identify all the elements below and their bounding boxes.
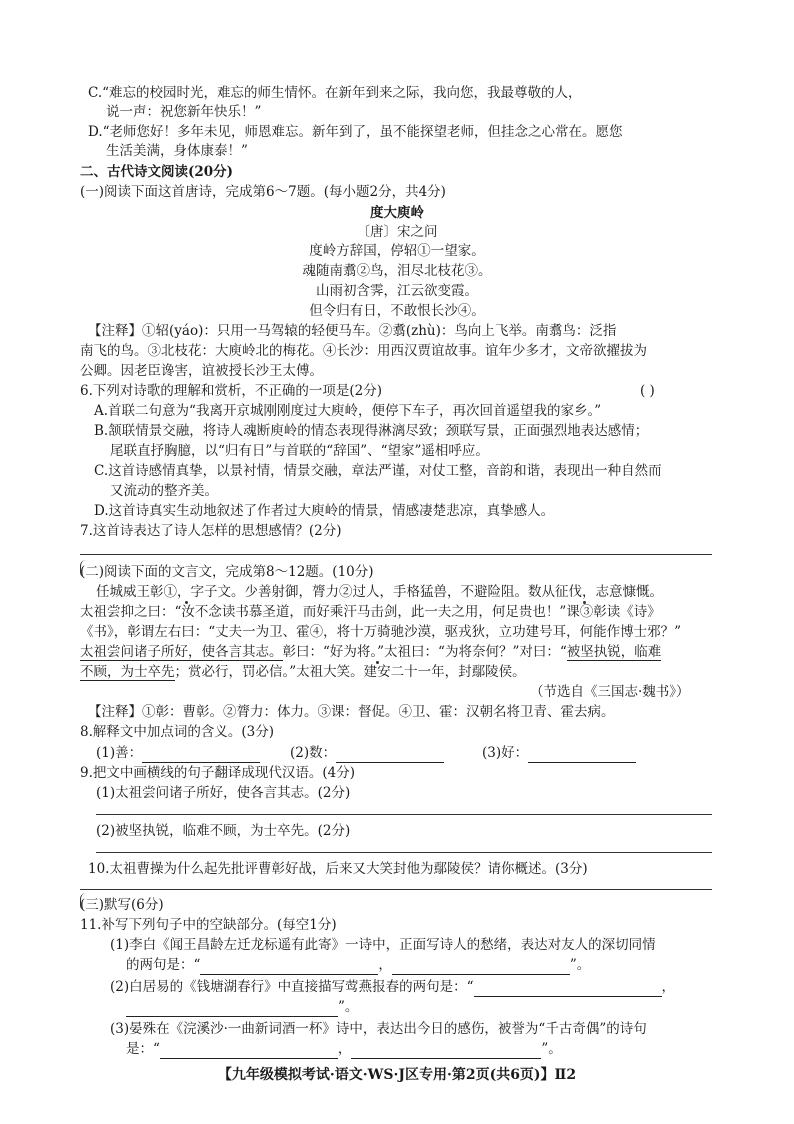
- q11-comma: ，: [661, 979, 676, 995]
- q8-stem: 8.解释文中加点词的含义。(3分): [80, 724, 275, 740]
- passage-text: ；赏必行，罚必信。”太祖大笑。建安二十一年，封鄢陵侯。: [174, 664, 526, 680]
- q11-blank-3[interactable]: [474, 981, 662, 997]
- passage-note: 【注释】①彰：曹彰。②膂力：体力。③课：督促。④卫、霍：汉朝名将卫青、霍去病。: [88, 704, 615, 720]
- q5-option-c-line2: 说一声：祝您新年快乐！”: [106, 104, 262, 120]
- q11-blank-5[interactable]: [160, 1043, 338, 1059]
- underlined-sentence-2b: 不顾，为士卒先: [80, 664, 175, 680]
- q6-option-c-line2: 又流动的整齐美。: [110, 483, 218, 499]
- q10-answer-line[interactable]: [80, 889, 712, 890]
- q8-blank-2[interactable]: [336, 747, 444, 763]
- poem-line: 山雨初含霁，江云欲变霞。: [316, 283, 478, 299]
- section-bracket-mark: [80, 560, 87, 578]
- q7-answer-line[interactable]: [80, 554, 712, 555]
- passage-line1: 任城威王彰①，字子文。少善射御，膂力②过人，手格猛兽，不避险阻。数从征伐，志意慷慨。: [96, 584, 663, 600]
- q11-end-quote: ”。: [338, 999, 359, 1015]
- q11-item-2-prompt: (2)白居易的《钱塘湖春行》中直接描写莺燕报春的两句是：“: [110, 979, 474, 995]
- q8-item-1: [96, 744, 260, 763]
- q9-stem: 9.把文中画横线的句子翻译成现代汉语。(4分): [80, 765, 356, 781]
- q9-sentence-1: (1)太祖尝问诸子所好，使各言其志。(2分): [96, 785, 351, 801]
- passage-line2: 太祖尝抑之曰：“汝不念读书慕圣道，而好乘汗马击剑，此一夫之用，何足贵也！”课③彰读《诗》: [80, 604, 661, 620]
- passage-line3: 《书》，彰谓左右曰：“丈夫一为卫、霍④，将十万骑驰沙漠，驱戎狄，立功建号耳，何能作博士邪？”: [80, 624, 682, 640]
- q9-answer-line-2[interactable]: [96, 852, 712, 853]
- q11-item-2-line2: [126, 998, 358, 1017]
- q6-option-a: A.首联二句意为“我离开京城刚刚度过大庾岭，便停下车子，再次回首遥望我的家乡。”: [94, 403, 602, 419]
- q6-option-d: D.这首诗真实生动地叙述了作者过大庾岭的情景，情感凄楚悲凉，真挚感人。: [94, 503, 555, 519]
- q10-stem: 10.太祖曹操为什么起先批评曹彰好战，后来又大笑封他为鄢陵侯？请你概述。(3分): [88, 861, 588, 877]
- q11-item-3-line1: (3)晏殊在《浣溪沙·一曲新词酒一杯》诗中，表达出今日的感伤，被誉为“千古奇偶”的诗句: [110, 1021, 647, 1037]
- poem-note-line3: 公卿。因老臣谗害，谊被授长沙王太傅。: [80, 363, 323, 379]
- poem-title: 度大庾岭: [370, 205, 424, 221]
- q11-blank-6[interactable]: [351, 1043, 541, 1059]
- q11-comma: ，: [378, 957, 392, 973]
- q5-option-d-line2: 生活美满，身体康泰！”: [106, 143, 248, 159]
- q8-item-2: [290, 744, 444, 763]
- q11-comma: ，: [337, 1041, 352, 1057]
- q11-item-1-line1: (1)李白《闻王昌龄左迁龙标遥有此寄》一诗中，正面写诗人的愁绪，表达对友人的深切同情: [110, 937, 656, 953]
- poem-line: 魂随南翥②鸟，泪尽北枝花③。: [302, 263, 492, 279]
- poem-author: 〔唐〕宋之问: [356, 224, 438, 240]
- q8-item-1-label: (1)善：: [96, 745, 143, 761]
- passage-line5: [80, 663, 526, 682]
- q11-blank-1[interactable]: [200, 959, 378, 975]
- emphasis-dot: [376, 661, 379, 664]
- q11-item-3-prompt: 是：“: [126, 1041, 160, 1057]
- q11-end-quote: ”。: [541, 1041, 562, 1057]
- q5-option-d-line1: D.“老师您好！多年未见，师恩难忘。新年到了，虽不能探望老师，但挂念之心常在。愿您: [88, 124, 623, 140]
- q11-item-2-line1: [110, 978, 675, 997]
- q8-item-2-label: (2)数：: [290, 745, 337, 761]
- q11-item-1-line2: [126, 956, 590, 975]
- q6-option-b-line2: 尾联直抒胸臆，以“归有日”与首联的“辞国”、“望家”遥相呼应。: [110, 443, 489, 459]
- q8-blank-1[interactable]: [142, 747, 260, 763]
- q6-option-c-line1: C.这首诗感情真挚，以景衬情，情景交融，章法严谨，对仗工整，音韵和谐，表现出一种自然而: [94, 463, 662, 479]
- q6-answer-paren[interactable]: ( ): [640, 383, 655, 399]
- q9-answer-line-1[interactable]: [96, 814, 712, 815]
- poem-note-line2: 南飞的鸟。③北枝花：大庾岭北的梅花。④长沙：用西汉贾谊故事。谊年少多才，文帝欲擢拔为: [80, 343, 647, 359]
- q11-blank-2[interactable]: [392, 959, 570, 975]
- poem-note-line1: 【注释】①轺(yáo)：只用一马驾辕的轻便马车。②翥(zhù)：鸟向上飞举。南翥鸟：泛指: [88, 323, 617, 339]
- emphasis-dot: [185, 601, 188, 604]
- q11-stem: 11.补写下列句子中的空缺部分。(每空1分): [80, 917, 337, 933]
- passage-text: 彰曰：“好为将。”太祖曰：“为将奈何？”对曰：“: [282, 644, 567, 660]
- passage-source: （节选自《三国志·魏书》）: [530, 684, 690, 700]
- poem-line: 但令归有日，不敢恨长沙④。: [309, 303, 485, 319]
- emphasis-dot: [583, 601, 586, 604]
- poem-line: 度岭方辞国，停轺①一望家。: [309, 243, 485, 259]
- q6-stem: 6.下列对诗歌的理解和赏析，不正确的一项是(2分): [80, 383, 383, 399]
- part3-heading: (三)默写(6分): [80, 897, 164, 913]
- underlined-sentence-1: 太祖尝问诸子所好，使各言其志。: [80, 644, 283, 660]
- q11-end-quote: ”。: [569, 957, 591, 973]
- q8-item-3: [482, 744, 636, 763]
- q11-item-3-line2: [126, 1040, 562, 1059]
- q8-blank-3[interactable]: [528, 747, 636, 763]
- part2-intro: (二)阅读下面的文言文，完成第8～12题。(10分): [80, 564, 374, 580]
- page-footer: 【九年级模拟考试·语文·WS·J区专用·第2页(共6页)】Ⅱ2: [217, 1067, 577, 1083]
- q11-item-1-prompt: 的两句是：“: [126, 957, 201, 973]
- q6-option-b-line1: B.颔联情景交融，将诗人魂断庾岭的情态表现得淋漓尽致；颈联写景，正面强烈地表达感情；: [94, 423, 649, 439]
- passage-line4: [80, 643, 661, 662]
- q9-sentence-2: (2)被坚执锐，临难不顾，为士卒先。(2分): [96, 823, 351, 839]
- section-bracket-mark: [80, 893, 87, 911]
- q8-item-3-label: (3)好：: [482, 745, 529, 761]
- section-heading: 二、古代诗文阅读(20分): [80, 164, 234, 180]
- underlined-sentence-2a: 被坚执锐，临难: [566, 644, 662, 660]
- q11-blank-4[interactable]: [126, 1001, 338, 1017]
- part1-intro: (一)阅读下面这首唐诗，完成第6～7题。(每小题2分，共4分): [80, 184, 446, 200]
- q7-stem: 7.这首诗表达了诗人怎样的思想感情？(2分): [80, 523, 342, 539]
- q5-option-c-line1: C.“难忘的校园时光，难忘的师生情怀。在新年到来之际，我向您，我最尊敬的人，: [88, 85, 582, 101]
